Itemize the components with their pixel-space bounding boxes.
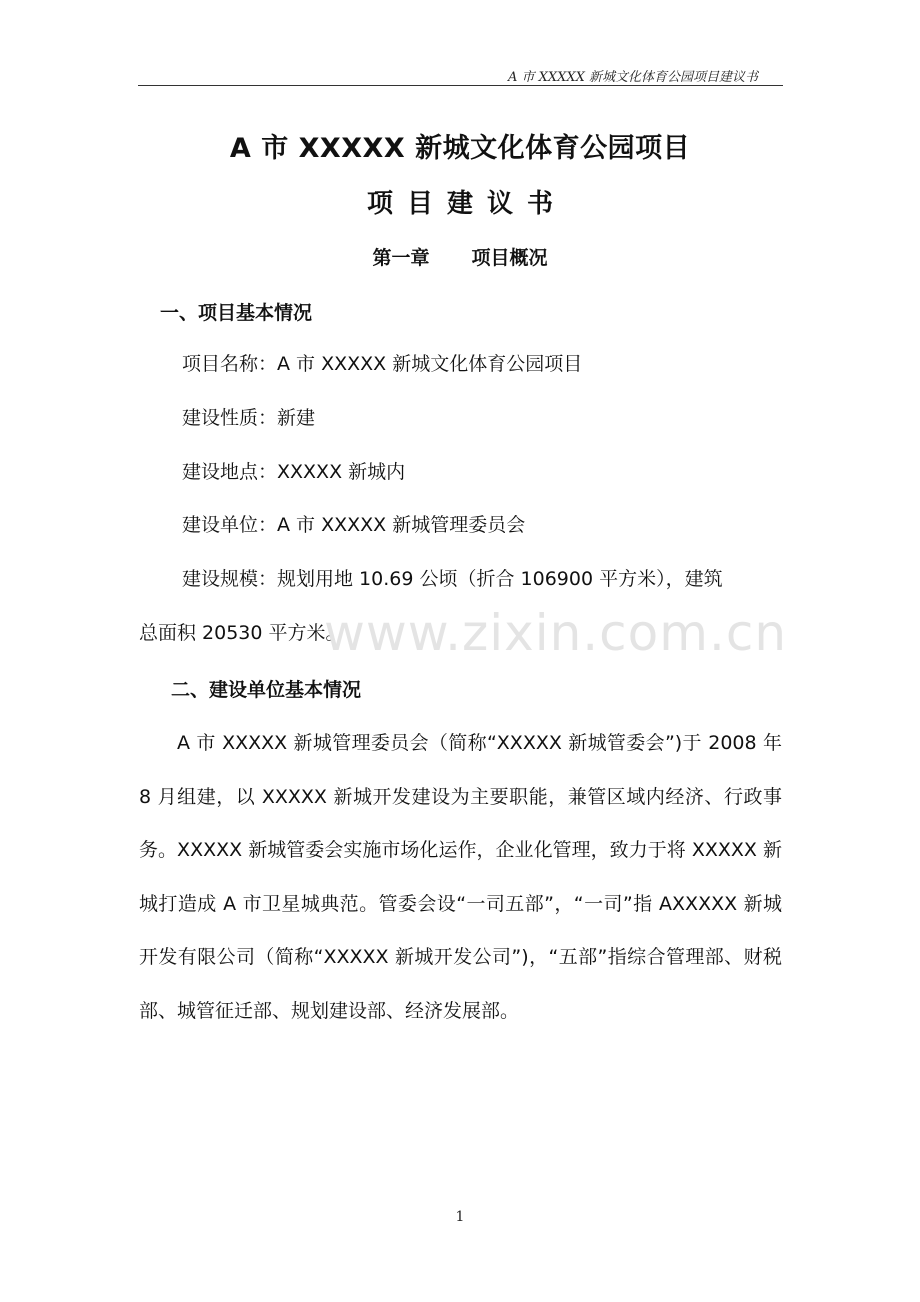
unit-description-paragraph: A 市 XXXXX 新城管理委员会（简称“XXXXX 新城管委会”)于 2008 年 8 月组建，以 XXXXX 新城开发建设为主要职能，兼管区域内经济、行政事务。XXXXX 新城管委会实施市场化运作，企业化管理，致力于将 XXXXX 新城打造成 A 市卫星城典范。管委会设“一司五部”，“一司”指 AXXXXX 新城开发有限公司（简称“XXXXX 新城开发公司”)，“五部”指综合管理部、财税部、城管征迁部、规划建设部、经济发展部。 <box>139 732 782 1022</box>
construction-scale-line-cont: 总面积 20530 平方米。 <box>139 622 345 644</box>
construction-site-line: 建设地点：XXXXX 新城内 <box>182 461 406 483</box>
header-rule <box>138 85 783 86</box>
watermark: www.zixin.com.cn <box>324 604 788 662</box>
chapter-number: 第一章 <box>372 247 430 269</box>
project-name-line: 项目名称：A 市 XXXXX 新城文化体育公园项目 <box>182 353 583 375</box>
running-header: A 市 XXXXX 新城文化体育公园项目建议书 <box>507 70 758 85</box>
document-subtitle: 项目建议书 <box>366 189 567 219</box>
chapter-heading <box>0 243 920 270</box>
chapter-name: 项目概况 <box>471 247 548 269</box>
section-heading-unit-info: 二、建设单位基本情况 <box>171 679 362 701</box>
construction-scale-line: 建设规模：规划用地 10.69 公顷（折合 106900 平方米），建筑 <box>182 568 723 590</box>
document-title: A 市 XXXXX 新城文化体育公园项目 <box>229 133 691 164</box>
construction-nature-line: 建设性质：新建 <box>182 407 316 429</box>
section-heading-basic-info: 一、项目基本情况 <box>160 302 313 324</box>
page-number: 1 <box>455 1209 465 1225</box>
construction-unit-line: 建设单位：A 市 XXXXX 新城管理委员会 <box>182 514 526 536</box>
